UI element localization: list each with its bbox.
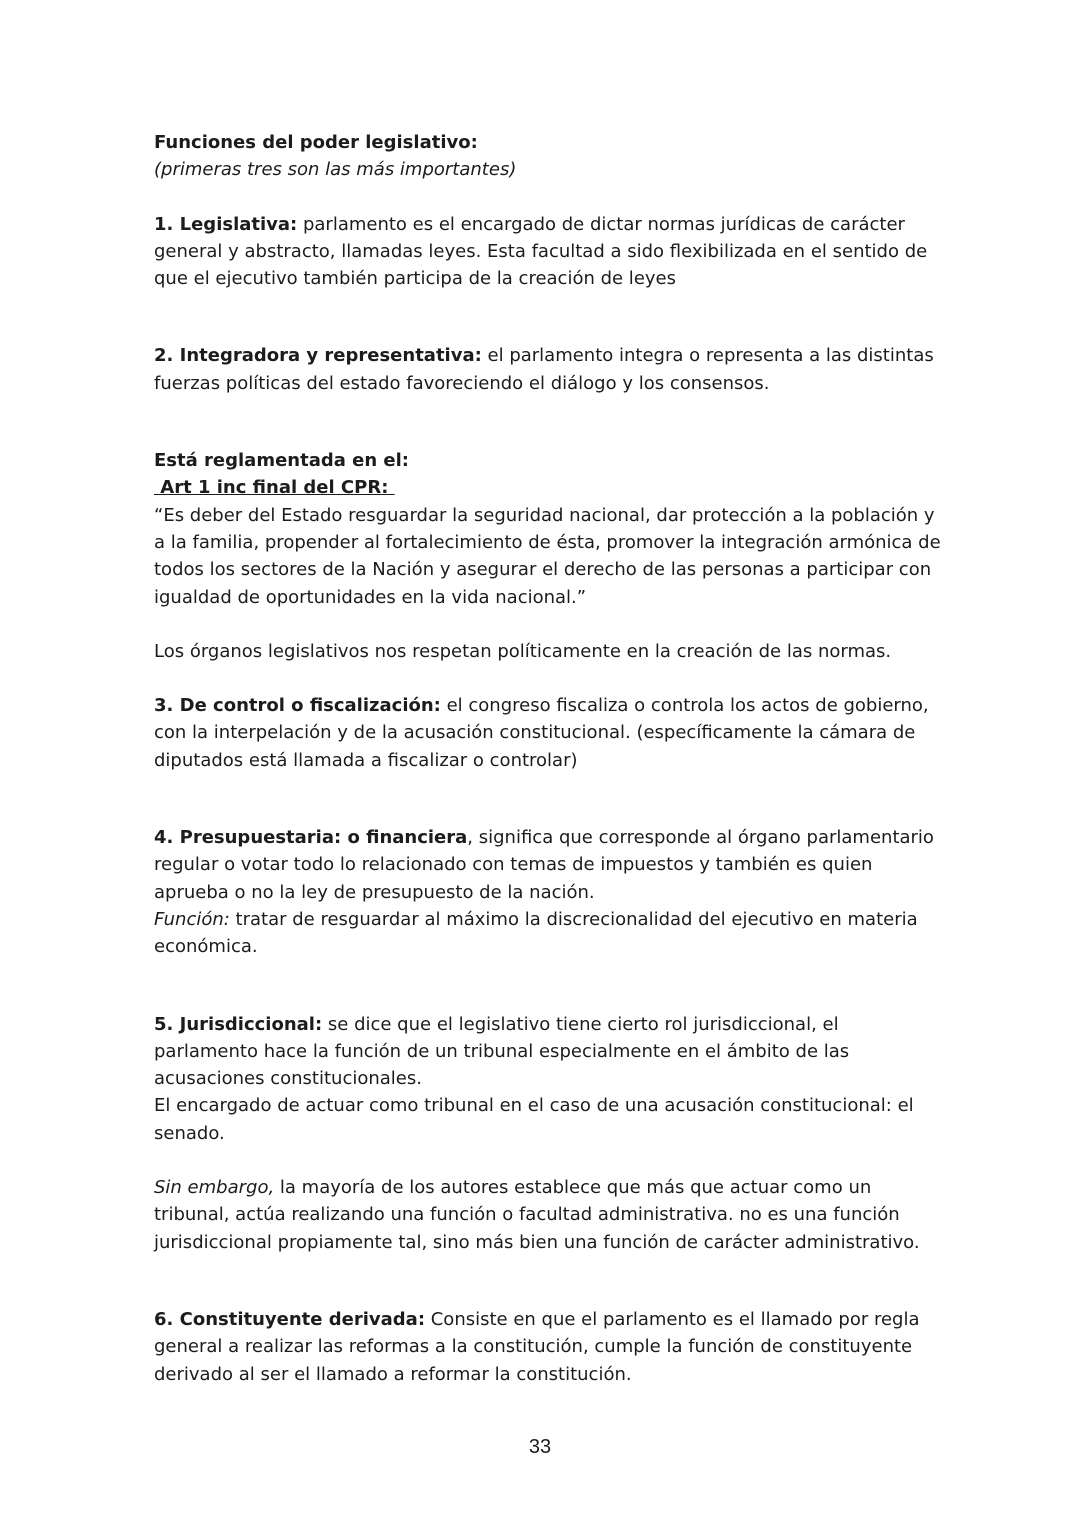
function-6-text: Consiste en que el parlamento es el llamado por regla general a realizar las reformas a la constitución, cumple la función de constituyente derivado al ser el llamado a reformar la constitución. (154, 1308, 920, 1385)
function-1-text: parlamento es el encargado de dictar normas jurídicas de carácter general y abstracto, llamadas leyes. Esta facultad a sido flexibilizada en el sentido de que el ejecutivo también participa de la creación de leyes (154, 213, 928, 290)
function-5-paragraph (154, 1011, 944, 1093)
function-4-purpose-label: Función: (154, 908, 230, 930)
function-1-paragraph (154, 211, 944, 293)
function-1-label: 1. Legislativa: (154, 213, 298, 235)
page-content (154, 129, 944, 1388)
regulation-quote: “Es deber del Estado resguardar la seguridad nacional, dar protección a la población y a la familia, propender al fortalecimiento de ésta, promover la integración armónica de todos los sectores de la Nación y asegurar el derecho de las personas a participar con igualdad de oportunidades en la vida nacional.” (154, 504, 941, 608)
regulation-note: Los órganos legislativos nos respetan políticamente en la creación de las normas. (154, 640, 892, 662)
section-title: Funciones del poder legislativo: (154, 132, 478, 153)
page-number: 33 (528, 1436, 552, 1458)
function-5-however-label: Sin embargo, (154, 1177, 275, 1199)
function-5-however-paragraph (154, 1174, 944, 1256)
function-3-label: 3. De control o fiscalización: (154, 695, 441, 717)
function-2-label: 2. Integradora y representativa: (154, 345, 482, 367)
regulation-article: Art 1 inc final del CPR: (154, 477, 395, 499)
function-4-purpose (154, 906, 944, 961)
function-2-paragraph (154, 342, 944, 397)
function-6-label: 6. Constituyente derivada: (154, 1308, 426, 1330)
function-4-label: 4. Presupuestaria: o financiera (154, 827, 468, 849)
function-5-tribunal-text: El encargado de actuar como tribunal en el caso de una acusación constitucional: el senado. (154, 1095, 914, 1144)
function-3-paragraph (154, 692, 944, 774)
function-5-text: se dice que el legislativo tiene cierto rol jurisdiccional, el parlamento hace la función de un tribunal especialmente en el ámbito de las acusaciones constitucionales. (154, 1013, 850, 1090)
function-4-purpose-text: tratar de resguardar al máximo la discrecionalidad del ejecutivo en materia económica. (154, 908, 918, 958)
function-5-label: 5. Jurisdiccional: (154, 1013, 323, 1035)
function-3-text: el congreso fiscaliza o controla los actos de gobierno, con la interpelación y de la acusación constitucional. (específicamente la cámara de diputados está llamada a fiscalizar o controlar) (154, 695, 929, 771)
function-4-text: , significa que corresponde al órgano parlamentario regular o votar todo lo relacionado con temas de impuestos y también es quien aprueba o no la ley de presupuesto de la nación. (154, 827, 934, 903)
function-5-however-text: la mayoría de los autores establece que más que actuar como un tribunal, actúa realizando una función o facultad administrativa. no es una función jurisdiccional propiamente tal, sino más bien una función de carácter administrativo. (154, 1177, 920, 1253)
function-6-paragraph (154, 1306, 944, 1388)
section-note: (primeras tres son las más importantes) (154, 159, 517, 181)
function-4-paragraph (154, 824, 944, 906)
regulation-title: Está reglamentada en el: (154, 450, 410, 472)
function-2-text: el parlamento integra o representa a las distintas fuerzas políticas del estado favoreciendo el diálogo y los consensos. (154, 345, 934, 394)
